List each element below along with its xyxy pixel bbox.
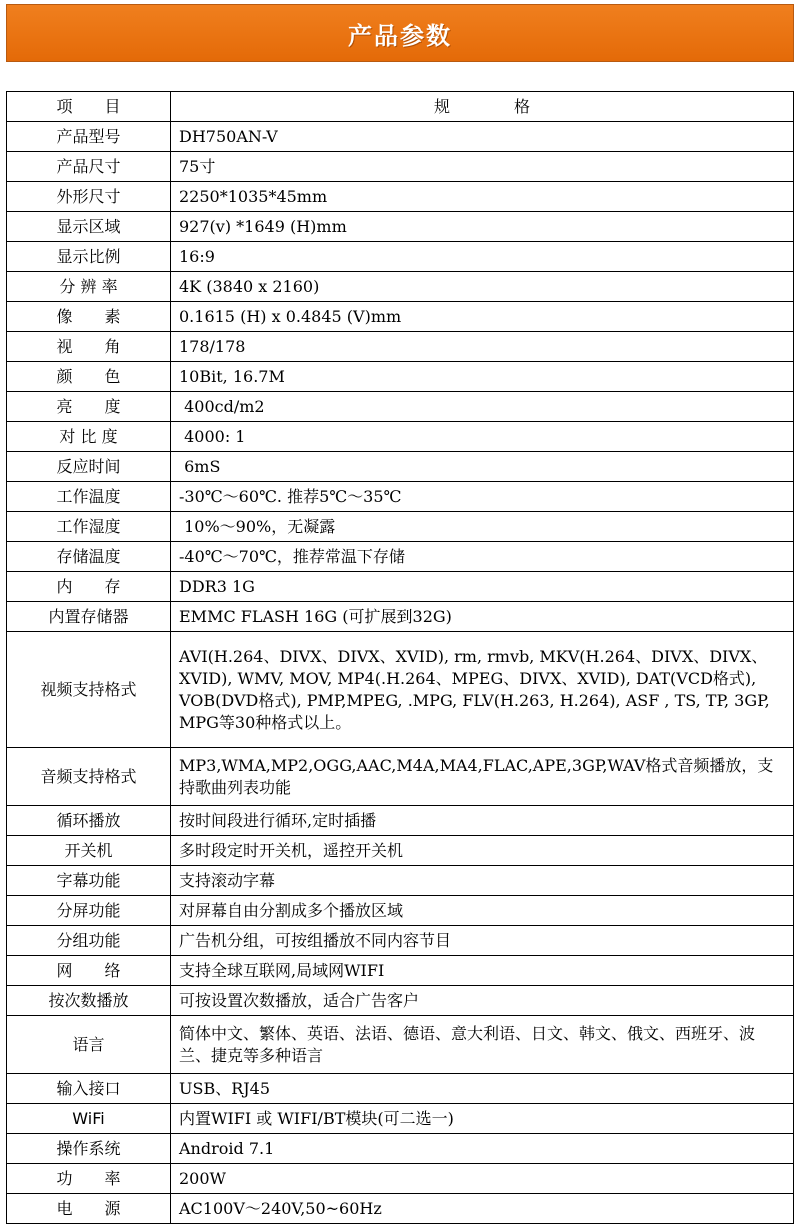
table-row <box>7 122 794 152</box>
table-row <box>7 512 794 542</box>
row-spec-value: EMMC FLASH 16G (可扩展到32G) <box>171 602 794 632</box>
row-item-label: 音频支持格式 <box>7 748 171 806</box>
row-spec-value: MP3,WMA,MP2,OGG,AAC,M4A,MA4,FLAC,APE,3GP,WAV格式音频播放，支持歌曲列表功能 <box>171 748 794 806</box>
row-item-label: 内置存储器 <box>7 602 171 632</box>
row-spec-value: 可按设置次数播放，适合广告客户 <box>171 986 794 1016</box>
row-item-label: 反应时间 <box>7 452 171 482</box>
row-item-label: 视频支持格式 <box>7 632 171 748</box>
row-spec-value: 内置WIFI 或 WIFI/BT模块(可二选一) <box>171 1104 794 1134</box>
table-row <box>7 332 794 362</box>
row-spec-value: 10%～90%，无凝露 <box>171 512 794 542</box>
table-row <box>7 1074 794 1104</box>
table-row <box>7 602 794 632</box>
row-item-label: 显示比例 <box>7 242 171 272</box>
row-item-label: 语言 <box>7 1016 171 1074</box>
row-item-label: 对 比 度 <box>7 422 171 452</box>
row-item-label: 功 率 <box>7 1164 171 1194</box>
row-spec-value: Android 7.1 <box>171 1134 794 1164</box>
table-row <box>7 748 794 806</box>
row-spec-value: 200W <box>171 1164 794 1194</box>
row-spec-value: 6mS <box>171 452 794 482</box>
table-row <box>7 422 794 452</box>
table-row <box>7 482 794 512</box>
table-row <box>7 572 794 602</box>
row-item-label: 开关机 <box>7 836 171 866</box>
row-item-label: 像 素 <box>7 302 171 332</box>
table-row <box>7 212 794 242</box>
table-header-row <box>7 92 794 122</box>
spec-table <box>6 91 794 1224</box>
table-row <box>7 956 794 986</box>
row-item-label: 网 络 <box>7 956 171 986</box>
row-item-label: 显示区域 <box>7 212 171 242</box>
table-row <box>7 1134 794 1164</box>
row-item-label: 字幕功能 <box>7 866 171 896</box>
row-spec-value: 927(v) *1649 (H)mm <box>171 212 794 242</box>
row-spec-value: 2250*1035*45mm <box>171 182 794 212</box>
row-item-label: 循环播放 <box>7 806 171 836</box>
row-item-label: 产品型号 <box>7 122 171 152</box>
row-spec-value: 4000: 1 <box>171 422 794 452</box>
row-item-label: 亮 度 <box>7 392 171 422</box>
row-spec-value: AC100V～240V,50~60Hz <box>171 1194 794 1224</box>
table-row <box>7 1164 794 1194</box>
table-row <box>7 1104 794 1134</box>
row-spec-value: USB、RJ45 <box>171 1074 794 1104</box>
row-item-label: 外形尺寸 <box>7 182 171 212</box>
table-row <box>7 542 794 572</box>
banner-title: 产品参数 <box>348 21 452 50</box>
row-item-label: 存储温度 <box>7 542 171 572</box>
table-row <box>7 1194 794 1224</box>
row-spec-value: 支持全球互联网,局域网WIFI <box>171 956 794 986</box>
row-item-label: 按次数播放 <box>7 986 171 1016</box>
row-spec-value: 75寸 <box>171 152 794 182</box>
row-spec-value: -40℃～70℃，推荐常温下存储 <box>171 542 794 572</box>
row-item-label: 产品尺寸 <box>7 152 171 182</box>
row-spec-value: 178/178 <box>171 332 794 362</box>
table-row <box>7 986 794 1016</box>
table-row <box>7 242 794 272</box>
row-item-label: 工作湿度 <box>7 512 171 542</box>
row-spec-value: 多时段定时开关机，遥控开关机 <box>171 836 794 866</box>
table-row <box>7 632 794 748</box>
table-row <box>7 152 794 182</box>
row-spec-value: 广告机分组，可按组播放不同内容节目 <box>171 926 794 956</box>
row-spec-value: 支持滚动字幕 <box>171 866 794 896</box>
row-item-label: 输入接口 <box>7 1074 171 1104</box>
row-spec-value: 10Bit, 16.7M <box>171 362 794 392</box>
row-item-label: 工作温度 <box>7 482 171 512</box>
header-spec: 规 格 <box>171 92 794 122</box>
table-row <box>7 182 794 212</box>
row-item-label: 颜 色 <box>7 362 171 392</box>
table-row <box>7 926 794 956</box>
table-row <box>7 272 794 302</box>
row-item-label: 操作系统 <box>7 1134 171 1164</box>
row-spec-value: 16:9 <box>171 242 794 272</box>
table-row <box>7 362 794 392</box>
row-spec-value: AVI(H.264、DIVX、DIVX、XVID), rm, rmvb, MKV(H.264、DIVX、DIVX、XVID), WMV, MOV, MP4(.H.264、MPEG、DIVX、XVID), DAT(VCD格式), VOB(DVD格式), PMP,MPEG, .MPG, FLV(H.263, H.264), ASF , TS, TP, 3GP, MPG等30种格式以上。 <box>171 632 794 748</box>
table-row <box>7 1016 794 1074</box>
row-spec-value: -30℃～60℃. 推荐5℃～35℃ <box>171 482 794 512</box>
row-spec-value: DH750AN-V <box>171 122 794 152</box>
table-row <box>7 806 794 836</box>
table-row <box>7 836 794 866</box>
row-spec-value: 对屏幕自由分割成多个播放区域 <box>171 896 794 926</box>
row-spec-value: 4K (3840 x 2160) <box>171 272 794 302</box>
table-row <box>7 896 794 926</box>
table-row <box>7 392 794 422</box>
row-item-label: 分组功能 <box>7 926 171 956</box>
row-item-label: 分屏功能 <box>7 896 171 926</box>
row-item-label: WiFi <box>7 1104 171 1134</box>
row-item-label: 视 角 <box>7 332 171 362</box>
header-item: 项 目 <box>7 92 171 122</box>
row-spec-value: DDR3 1G <box>171 572 794 602</box>
table-row <box>7 302 794 332</box>
row-item-label: 内 存 <box>7 572 171 602</box>
row-item-label: 电 源 <box>7 1194 171 1224</box>
row-spec-value: 0.1615 (H) x 0.4845 (V)mm <box>171 302 794 332</box>
section-banner <box>6 4 794 62</box>
row-spec-value: 简体中文、繁体、英语、法语、德语、意大利语、日文、韩文、俄文、西班牙、波兰、捷克等多种语言 <box>171 1016 794 1074</box>
table-row <box>7 452 794 482</box>
row-item-label: 分 辨 率 <box>7 272 171 302</box>
row-spec-value: 按时间段进行循环,定时插播 <box>171 806 794 836</box>
table-row <box>7 866 794 896</box>
row-spec-value: 400cd/m2 <box>171 392 794 422</box>
